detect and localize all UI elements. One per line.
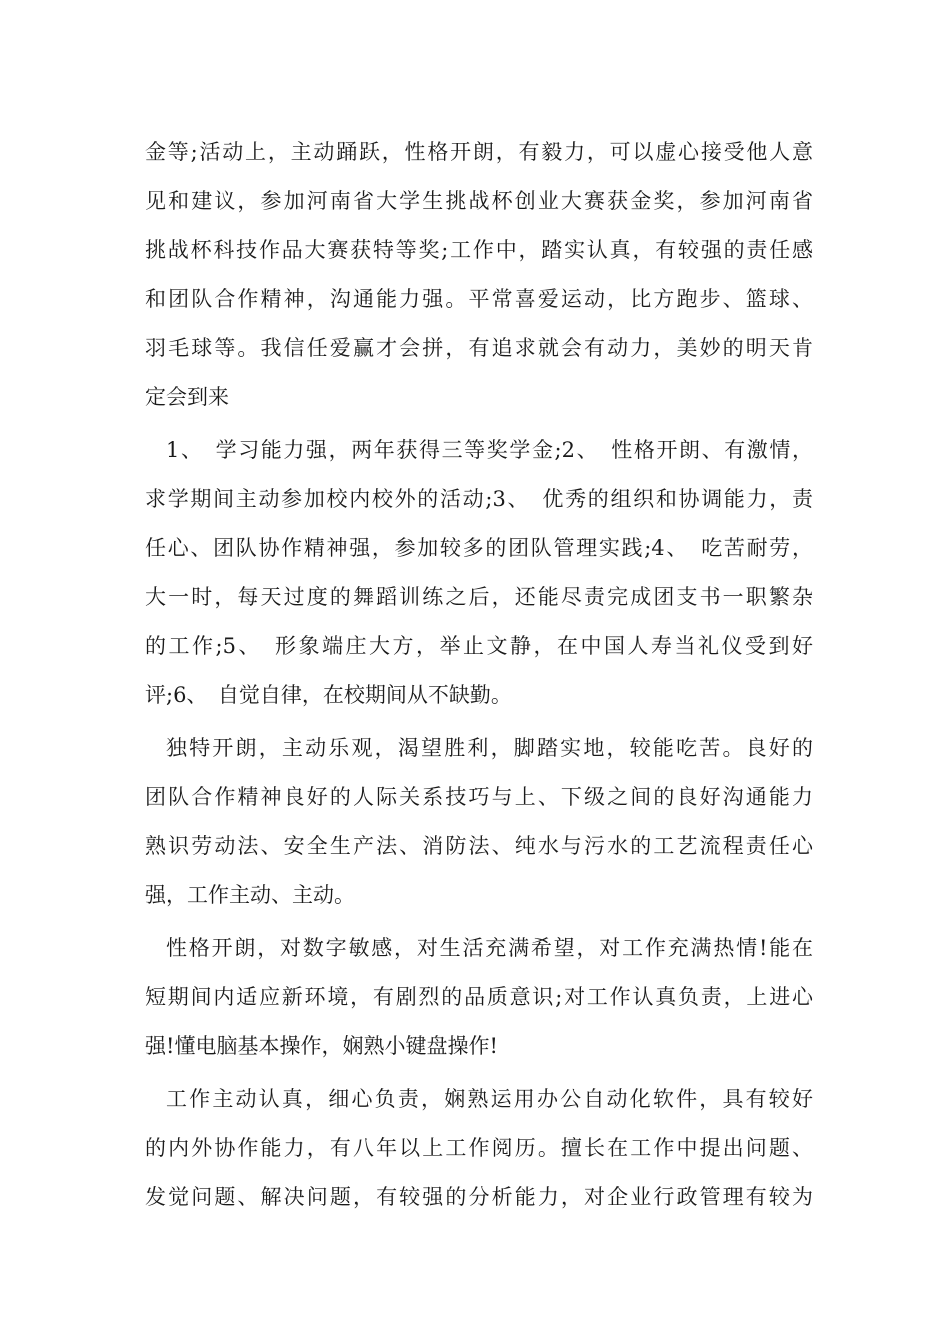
text-line: 熟识劳动法、安全生产法、消防法、纯水与污水的工艺流程责任心 xyxy=(145,834,813,858)
text-line: 1、 学习能力强，两年获得三等奖学金;2、 性格开朗、有激情， xyxy=(166,438,813,462)
text-line: 的内外协作能力，有八年以上工作阅历。擅长在工作中提出问题、 xyxy=(145,1136,813,1160)
text-line: 任心、团队协作精神强，参加较多的团队管理实践;4、 吃苦耐劳， xyxy=(145,536,813,560)
document-body xyxy=(145,128,813,1222)
text-line: 性格开朗，对数字敏感，对生活充满希望，对工作充满热情!能在 xyxy=(166,936,813,960)
text-line: 见和建议，参加河南省大学生挑战杯创业大赛获金奖，参加河南省 xyxy=(145,189,813,213)
text-line: 强!懂电脑基本操作，娴熟小键盘操作! xyxy=(145,1034,498,1058)
text-line: 金等;活动上，主动踊跃，性格开朗，有毅力，可以虚心接受他人意 xyxy=(145,140,813,164)
text-line: 和团队合作精神，沟通能力强。平常喜爱运动，比方跑步、篮球、 xyxy=(145,287,813,311)
text-line: 评;6、 自觉自律，在校期间从不缺勤。 xyxy=(145,683,512,707)
text-line: 的工作;5、 形象端庄大方，举止文静，在中国人寿当礼仪受到好 xyxy=(145,634,813,658)
text-line: 工作主动认真，细心负责，娴熟运用办公自动化软件，具有较好 xyxy=(166,1087,813,1111)
paragraph-2 xyxy=(145,426,813,720)
text-line: 求学期间主动参加校内校外的活动;3、 优秀的组织和协调能力，责 xyxy=(145,487,813,511)
paragraph-1 xyxy=(145,128,813,422)
paragraph-4 xyxy=(145,924,813,1071)
text-line: 短期间内适应新环境，有剧烈的品质意识;对工作认真负责，上进心 xyxy=(145,985,813,1009)
text-line: 定会到来 xyxy=(145,385,229,409)
text-line: 羽毛球等。我信任爱赢才会拼，有追求就会有动力，美妙的明天肯 xyxy=(145,336,813,360)
text-line: 挑战杯科技作品大赛获特等奖;工作中，踏实认真，有较强的责任感 xyxy=(145,238,813,262)
text-line: 独特开朗，主动乐观，渴望胜利，脚踏实地，较能吃苦。良好的 xyxy=(166,736,813,760)
text-line: 大一时，每天过度的舞蹈训练之后，还能尽责完成团支书一职繁杂 xyxy=(145,585,813,609)
text-line: 强，工作主动、主动。 xyxy=(145,883,355,907)
text-line: 发觉问题、解决问题，有较强的分析能力，对企业行政管理有较为 xyxy=(145,1185,813,1209)
text-line: 团队合作精神良好的人际关系技巧与上、下级之间的良好沟通能力 xyxy=(145,785,813,809)
paragraph-5 xyxy=(145,1075,813,1222)
paragraph-3 xyxy=(145,724,813,920)
